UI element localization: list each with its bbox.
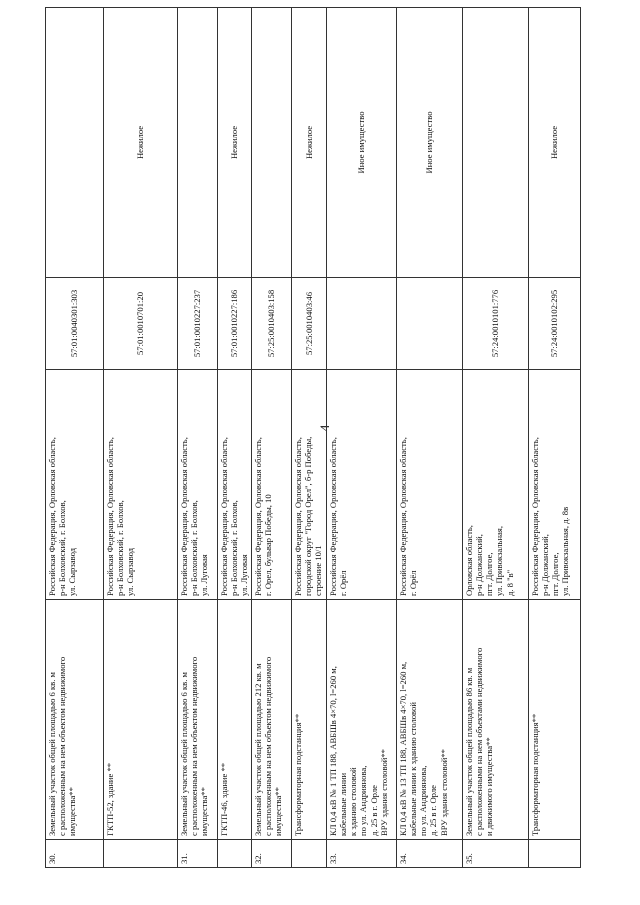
row-number: 33. xyxy=(327,840,397,868)
object-address: Российская Федерация, Орловская область, г. Орел, бульвар Победы, 10 xyxy=(252,370,292,600)
property-table-body xyxy=(46,8,581,868)
row-number xyxy=(104,840,178,868)
cadastral-number xyxy=(397,278,463,370)
object-address: Российская Федерация, Орловская область, городской округ "Город Орел", б-р Победы, строение 10/1 xyxy=(292,370,327,600)
object-name: ГКТП-52, здание ** xyxy=(104,600,178,840)
object-name: Земельный участок общей площадью 86 кв. м с расположенными на нем объектами недвижимого и движимого имущества** xyxy=(463,600,529,840)
rotated-table-container xyxy=(45,8,580,868)
page-number: 4 xyxy=(317,424,332,432)
object-address: Российская Федерация, Орловская область, г. Орёл xyxy=(397,370,463,600)
object-type: Нежилое xyxy=(104,8,178,278)
object-address: Российская Федерация, Орловская область, р-н Болховский, г. Болхов, ул. Луговая xyxy=(178,370,218,600)
cadastral-number: 57:25:0010403:46 xyxy=(292,278,327,370)
object-name: Трансформаторная подстанция** xyxy=(529,600,581,840)
row-number xyxy=(218,840,252,868)
row-number xyxy=(292,840,327,868)
object-name: КЛ 0,4 кВ № 13 ТП 188, АВБШв 4×70, l=260 м, кабельные линии к зданию столовой по ул. Андриянова, д. 25 в г. Орле ВРУ здания столовой** xyxy=(397,600,463,840)
object-type: Нежилое xyxy=(292,8,327,278)
object-name: Земельный участок общей площадью 212 кв. м с расположенным на нем объектом недвижимого имущества** xyxy=(252,600,292,840)
table-row xyxy=(104,8,178,868)
table-row xyxy=(529,8,581,868)
row-number: 31. xyxy=(178,840,218,868)
row-number: 32. xyxy=(252,840,292,868)
object-type xyxy=(252,8,292,278)
object-type xyxy=(46,8,104,278)
cadastral-number: 57:01:0040301:303 xyxy=(46,278,104,370)
object-name: Земельный участок общей площадью 6 кв. м с расположенным на нем объектом недвижимого имущества** xyxy=(178,600,218,840)
object-address: Российская Федерация, Орловская область, р-н Болховский, г. Болхов, ул. Сырзавод xyxy=(104,370,178,600)
cadastral-number: 57:24:0010102:295 xyxy=(529,278,581,370)
table-row xyxy=(252,8,292,868)
object-type: Нежилое xyxy=(529,8,581,278)
object-type: Иное имущество xyxy=(397,8,463,278)
object-type: Иное имущество xyxy=(327,8,397,278)
table-row xyxy=(178,8,218,868)
row-number: 34. xyxy=(397,840,463,868)
table-row xyxy=(463,8,529,868)
table-row xyxy=(327,8,397,868)
object-type xyxy=(178,8,218,278)
object-name: Земельный участок общей площадью 6 кв. м с расположенным на нем объектом недвижимого имущества** xyxy=(46,600,104,840)
object-name: Трансформаторная подстанция** xyxy=(292,600,327,840)
object-name: КЛ 0,4 кВ № 1 ТП 188, АВБШв 4×70, l=260 м, кабельные линии к зданию столовой по ул. Андриянова, д. 25 в г. Орле ВРУ здания столовой** xyxy=(327,600,397,840)
cadastral-number: 57:01:0010701:20 xyxy=(104,278,178,370)
cadastral-number: 57:25:0010403:158 xyxy=(252,278,292,370)
row-number: 35. xyxy=(463,840,529,868)
table-row xyxy=(397,8,463,868)
object-address: Орловская область, р-н Должанский, пгт. Долгое, ул. Привокзальная, д. 8 "в" xyxy=(463,370,529,600)
row-number: 30. xyxy=(46,840,104,868)
cadastral-number: 57:24:0010101:776 xyxy=(463,278,529,370)
table-row xyxy=(292,8,327,868)
object-name: ГКТП-46, здание ** xyxy=(218,600,252,840)
object-address: Российская Федерация, Орловская область, р-н Болховский, г. Болхов, ул. Луговая xyxy=(218,370,252,600)
table-row xyxy=(46,8,104,868)
row-number xyxy=(529,840,581,868)
object-address: Российская Федерация, Орловская область, р-н Должанский, пгт. Долгое, ул. Привокзальная, д. 8в xyxy=(529,370,581,600)
object-address: Российская Федерация, Орловская область, р-н Болховский, г. Болхов, ул. Сырзавод xyxy=(46,370,104,600)
cadastral-number xyxy=(327,278,397,370)
property-table xyxy=(45,7,581,868)
object-address: Российская Федерация, Орловская область, г. Орёл xyxy=(327,370,397,600)
cadastral-number: 57:01:0010227:237 xyxy=(178,278,218,370)
cadastral-number: 57:01:0010227:186 xyxy=(218,278,252,370)
object-type xyxy=(463,8,529,278)
object-type: Нежилое xyxy=(218,8,252,278)
table-row xyxy=(218,8,252,868)
